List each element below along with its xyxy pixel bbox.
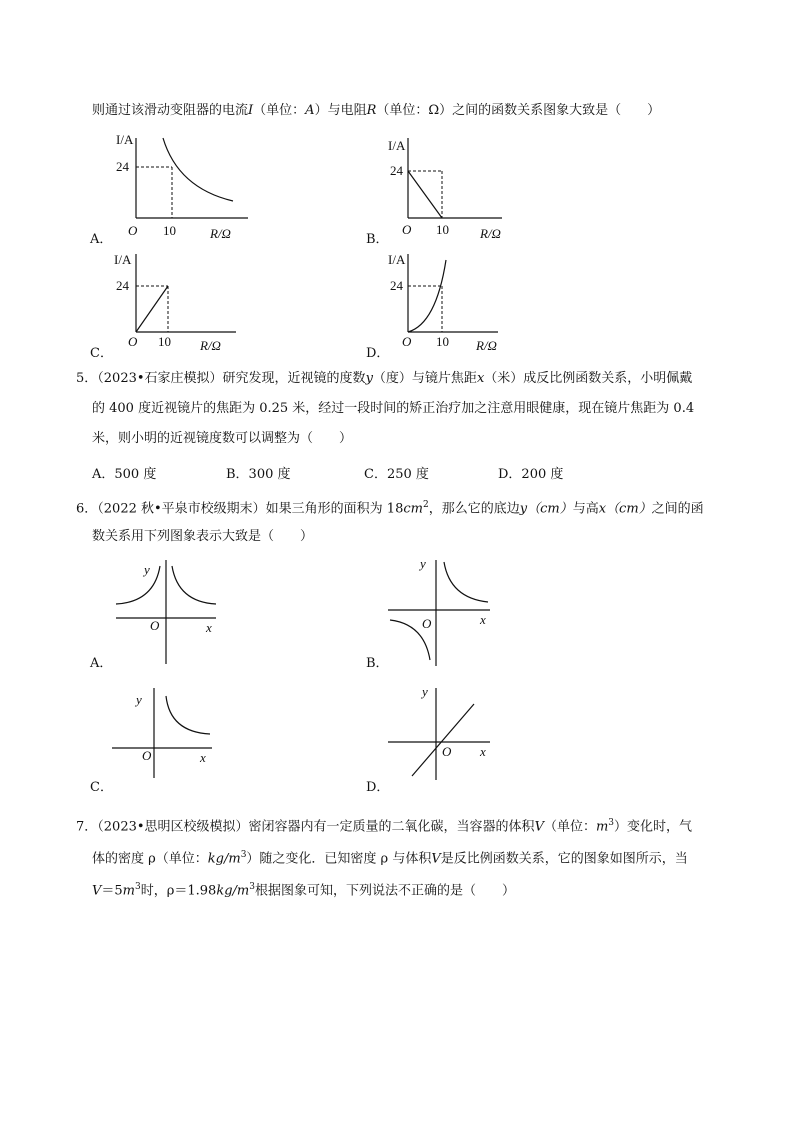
q6-text: 之间的函 xyxy=(651,501,704,517)
q5-line-3: 米，则小明的近视镜度数可以调整为（ ） xyxy=(92,431,353,446)
var-v: V xyxy=(534,819,544,835)
q5-option-b[interactable]: B．300 度 xyxy=(226,467,291,482)
q4-stem xyxy=(92,102,660,120)
option-label-d: D． xyxy=(366,780,390,795)
y-tick-label: 24 xyxy=(116,278,129,293)
var-x: x xyxy=(598,501,607,517)
superscript: 3 xyxy=(240,850,247,860)
q5-line-1 xyxy=(76,370,692,388)
curve xyxy=(408,260,446,332)
q4-graph-c xyxy=(88,246,268,360)
unit-kgm: kg/m xyxy=(207,851,241,867)
y-axis-label: y xyxy=(422,684,428,699)
q6-graph-d xyxy=(364,684,504,795)
x-axis-label: x xyxy=(206,620,212,635)
q5-option-a[interactable]: A．500 度 xyxy=(92,467,157,482)
q6-graph-c xyxy=(88,684,228,795)
q4-stem-text: （单位： xyxy=(253,103,306,118)
var-r: R xyxy=(366,103,377,118)
q7-text: （单位： xyxy=(543,819,596,835)
option-label-b: B． xyxy=(366,232,389,247)
origin-label: O xyxy=(422,616,432,631)
option-label-d: D． xyxy=(366,346,390,361)
q7-line-2 xyxy=(92,846,688,868)
option-label-c: C． xyxy=(90,346,113,361)
unit-m: m xyxy=(595,819,609,835)
x-axis-label: x xyxy=(200,750,206,765)
q7-text: ）变化时，气 xyxy=(614,819,693,835)
q6-text: 如果三角形的面积为 18 xyxy=(265,501,404,517)
var-x: x xyxy=(476,371,485,386)
q7-text: ＝5 xyxy=(101,883,123,899)
question-number: 7． xyxy=(76,819,98,835)
q4-graph-a xyxy=(88,128,268,246)
q4-stem-text: （单位：Ω）之间的函数关系图象大致是（ ） xyxy=(376,103,661,118)
q4-stem-text: 则通过该滑动变阻器的电流 xyxy=(92,103,249,118)
y-axis-label: y xyxy=(136,692,142,707)
y-tick-label: 24 xyxy=(390,163,403,178)
origin-label: O xyxy=(128,223,138,238)
superscript: 3 xyxy=(135,882,141,892)
q7-text: 是反比例函数关系，它的图象如图所示，当 xyxy=(440,851,688,867)
x-tick-label: 10 xyxy=(436,222,449,237)
option-label-a: A． xyxy=(90,232,113,247)
q5-line-2: 的 400 度近视镜片的焦距为 0.25 米，经过一段时间的矫正治疗加之注意用眼健康，现在镜片焦距为 0.4 xyxy=(92,401,695,416)
line-through-origin xyxy=(412,704,474,776)
q5-text: （度）与镜片焦距 xyxy=(372,371,477,386)
unit-cm: （cm） xyxy=(527,501,573,517)
y-axis-label: I/A xyxy=(116,132,134,147)
y-axis-label: I/A xyxy=(388,138,406,153)
superscript: 3 xyxy=(249,882,255,892)
unit-cm: （cm） xyxy=(606,501,652,517)
question-source: （2022 秋•平泉市校级期末） xyxy=(97,501,266,517)
option-label-c: C． xyxy=(90,780,113,795)
q4-graph-b xyxy=(364,128,544,246)
q7-line-3 xyxy=(92,878,515,900)
q7-text: 密闭容器内有一定质量的二氧化碳，当容器的体积 xyxy=(248,819,535,835)
q7-text: 时，ρ＝1.98 xyxy=(140,883,217,899)
y-tick-label: 24 xyxy=(390,278,403,293)
decreasing-line xyxy=(408,171,442,218)
q4-graph-d xyxy=(364,246,544,360)
var-y: y xyxy=(365,371,373,386)
curve xyxy=(163,138,233,201)
q6-line-2: 数关系用下列图象表示大致是（ ） xyxy=(92,529,314,544)
x-axis-label: x xyxy=(480,612,486,627)
question-source: （2023•石家庄模拟） xyxy=(97,371,223,386)
x-tick-label: 10 xyxy=(163,223,176,238)
question-number: 5． xyxy=(76,371,98,386)
var-v: V xyxy=(92,883,102,899)
origin-label: O xyxy=(402,334,412,349)
origin-label: O xyxy=(402,222,412,237)
q5-text: （米）成反比例函数关系，小明佩戴 xyxy=(484,371,693,386)
y-tick-label: 24 xyxy=(116,159,129,174)
q4-stem-text: ）与电阻 xyxy=(314,103,367,118)
y-axis-label: I/A xyxy=(114,252,132,267)
y-axis-label: y xyxy=(420,556,426,571)
var-i: I xyxy=(248,103,254,118)
q7-line-1 xyxy=(76,814,692,836)
x-axis-label: x xyxy=(480,744,486,759)
q6-graph-b xyxy=(364,556,504,671)
q5-option-c[interactable]: C．250 度 xyxy=(364,467,429,482)
q6-text: 与高 xyxy=(572,501,599,517)
q7-text: 根据图象可知，下列说法不正确的是（ ） xyxy=(254,883,515,899)
var-v: V xyxy=(431,851,441,867)
superscript: 3 xyxy=(608,818,615,828)
x-tick-label: 10 xyxy=(436,334,449,349)
y-axis-label: I/A xyxy=(388,252,406,267)
unit-a: A xyxy=(305,103,315,118)
option-label-b: B． xyxy=(366,656,389,671)
q6-line-1 xyxy=(76,496,704,518)
origin-label: O xyxy=(128,334,138,349)
x-axis-label: R/Ω xyxy=(200,338,221,353)
unit-m: m xyxy=(122,883,135,899)
q5-option-d[interactable]: D．200 度 xyxy=(498,467,564,482)
q7-text: ）随之变化．已知密度 ρ 与体积 xyxy=(246,851,432,867)
q5-text: 研究发现，近视镜的度数 xyxy=(222,371,366,386)
origin-label: O xyxy=(442,744,452,759)
question-number: 6． xyxy=(76,501,98,517)
option-label-a: A． xyxy=(90,656,113,671)
curve-right xyxy=(172,566,216,604)
q6-text: ，那么它的底边 xyxy=(428,501,520,517)
curve-q1 xyxy=(166,696,210,734)
curve-left xyxy=(116,566,160,604)
increasing-line xyxy=(136,286,168,332)
q6-graph-a xyxy=(88,556,228,671)
unit-cm: cm xyxy=(403,501,423,517)
x-axis-label: R/Ω xyxy=(480,226,501,241)
question-source: （2023•思明区校级模拟） xyxy=(97,819,249,835)
origin-label: O xyxy=(142,748,152,763)
q7-text: 体的密度 ρ（单位： xyxy=(92,851,208,867)
var-y: y xyxy=(519,501,528,517)
unit-kgm: kg/m xyxy=(216,883,250,899)
y-axis-label: y xyxy=(144,562,150,577)
origin-label: O xyxy=(150,618,160,633)
x-tick-label: 10 xyxy=(158,334,171,349)
superscript: 2 xyxy=(422,500,429,510)
curve-q1 xyxy=(444,562,488,602)
x-axis-label: R/Ω xyxy=(210,226,231,241)
x-axis-label: R/Ω xyxy=(476,338,497,353)
